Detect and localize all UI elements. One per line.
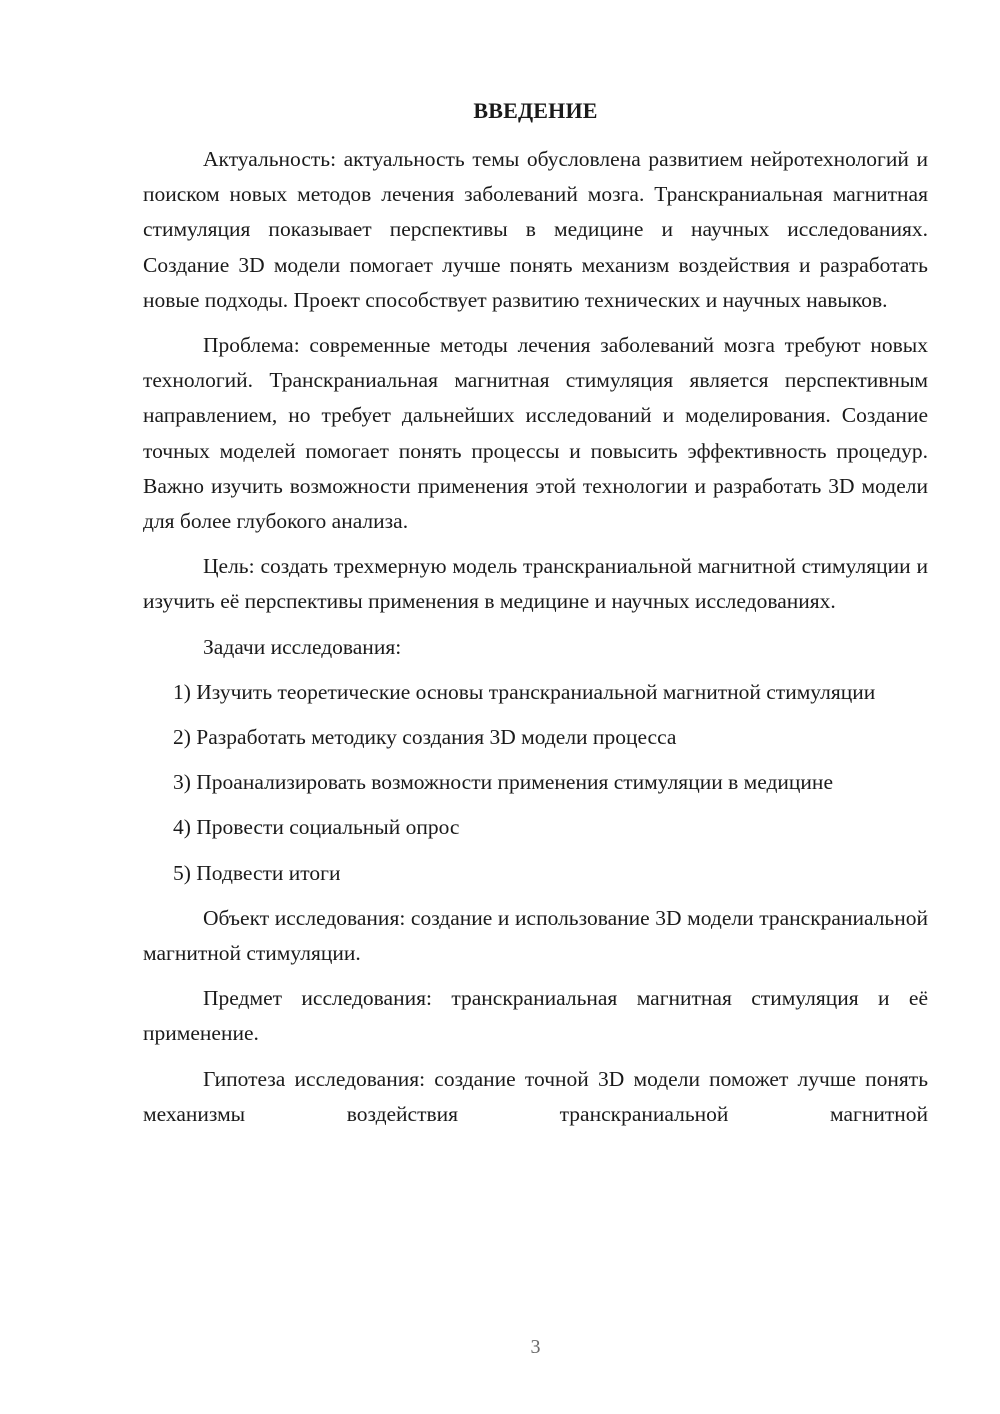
task-item-1: 1) Изучить теоретические основы транскраниальной магнитной стимуляции <box>173 679 876 704</box>
document-page <box>143 0 928 1414</box>
goal-paragraph: Цель: создать трехмерную модель транскраниальной магнитной стимуляции и изучить её перспективы применения в медицине и научных исследованиях. <box>143 554 928 614</box>
object-paragraph: Объект исследования: создание и использование 3D модели транскраниальной магнитной стимуляции. <box>143 905 928 966</box>
task-item-5: 5) Подвести итоги <box>173 860 341 885</box>
task-item-4: 4) Провести социальный опрос <box>173 815 460 840</box>
page-number: 3 <box>530 1336 541 1358</box>
task-item-3: 3) Проанализировать возможности применения стимуляции в медицине <box>173 770 833 795</box>
problem-paragraph: Проблема: современные методы лечения заболеваний мозга требуют новых технологий. Транскраниальная магнитная стимуляция является перспективным направлением, но требует дальнейших исследований и моделирования. Создание точных моделей помогает понять процессы и повысить эффективность процедур. Важно изучить возможности применения этой технологии и разработать 3D модели для более глубокого анализа. <box>143 333 928 534</box>
hypothesis-paragraph: Гипотеза исследования: создание точной 3D модели поможет лучше понять механизмы воздействия транскраниальной магнитной <box>143 1066 928 1126</box>
relevance-paragraph: Актуальность: актуальность темы обусловлена развитием нейротехнологий и поиском новых методов лечения заболеваний мозга. Транскраниальная магнитная стимуляция показывает перспективы в медицине и научных исследованиях. Создание 3D модели помогает лучше понять механизм воздействия и разработать новые подходы. Проект способствует развитию технических и научных навыков. <box>143 147 928 312</box>
subject-paragraph: Предмет исследования: транскраниальная магнитная стимуляция и её применение. <box>143 986 928 1046</box>
tasks-label: Задачи исследования: <box>203 634 402 659</box>
task-item-2: 2) Разработать методику создания 3D модели процесса <box>173 725 677 750</box>
section-heading: ВВЕДЕНИЕ <box>473 98 598 123</box>
document-body <box>143 142 928 1142</box>
